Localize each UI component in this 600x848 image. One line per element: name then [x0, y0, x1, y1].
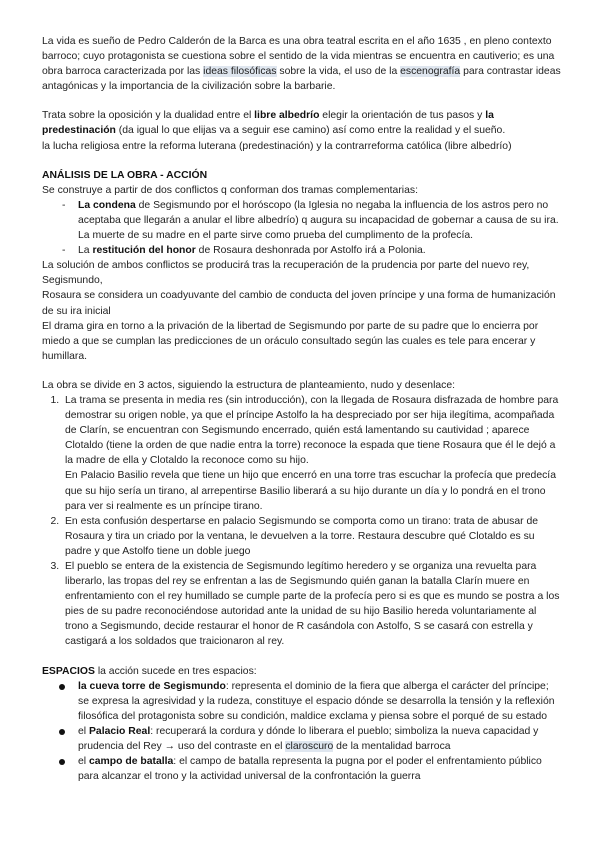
actos-lead: La obra se divide en 3 actos, siguiendo la estructura de planteamiento, nudo y desenlace: — [42, 379, 456, 391]
list-item-text: La — [78, 245, 93, 257]
dualidad-text-1: Trata sobre la oposición y la dualidad entre el — [42, 110, 255, 122]
intro-paragraph — [42, 34, 562, 94]
list-item — [62, 514, 562, 559]
intro-text-1: La vida es sueño de Pedro Calderón de la Barca es una obra teatral escrita en el año 1635 , en pleno contexto barroco; cuyo protagonista se cuestiona sobre el sentido de la vida mientras se encuentra en cautiverio; es una obra barroca caracterizada por las — [42, 36, 555, 78]
espacios-heading-text: la acción sucede en tres espacios: — [94, 665, 257, 677]
list-item — [74, 679, 562, 724]
bold-espacios: ESPACIOS — [42, 665, 95, 677]
religion-paragraph: la lucha religiosa entre la reforma luterana (predestinación) y la contrarreforma católica (libre albedrío) — [42, 140, 512, 152]
dualidad-text-2: elegir la orientación de tus pasos y — [319, 110, 486, 122]
list-item-text: el — [78, 756, 89, 768]
espacios-heading — [42, 664, 562, 679]
highlight-claroscuro: claroscuro — [285, 741, 334, 753]
list-item-text: de Segismundo por el horóscopo (la Iglesia no negaba la influencia de los astros pero no aceptaba que llegarán a anular el libre albedrío) q augura su incapacidad de gobernar a causa de su ira. La muerte de su madre en el parte sirve como prueba del cumplimento de la profecía. — [78, 199, 559, 242]
bold-predestinacion: la predestinación — [42, 110, 494, 137]
list-item — [62, 559, 562, 650]
intro-text-3: para contrastar ideas antagónicas y la importancia de la civilización sobre la barbarie. — [42, 66, 561, 93]
list-item-text: de Rosaura deshonrada por Astolfo irá a Polonia. — [195, 245, 426, 257]
bold-campo-batalla: campo de batalla — [88, 756, 174, 768]
highlight-ideas-filosoficas: ideas filosóficas — [203, 66, 277, 78]
list-item-text: En Palacio Basilio revela que tiene un hijo que encerró en una torre tras escuchar la profecía que predecía que su hijo sería un tirano, al arrepentirse Basilio liberará a su hijo durante un día y lo pondrá en el trono para ver si realmente es un príncipe tirano. — [65, 470, 556, 512]
rosaura-paragraph: Rosaura se considera un coadyuvante del cambio de conducta del joven príncipe y una forma de humanización de su ira inicial — [42, 290, 556, 317]
dualidad-text-3: (da igual lo que elijas va a seguir ese camino) así como entre la realidad y el sueño. — [115, 125, 506, 137]
list-item — [74, 754, 562, 784]
intro-text-2: sobre la vida, el uso de la — [276, 66, 401, 78]
list-item-text: El pueblo se entera de la existencia de Segismundo legítimo heredero y se organiza una revuelta para liberarlo, las tropas del rey se enfrentan a las de Segismundo quién ganan la batalla Clarín muere en enfrentamiento con el rey humillado se cumple parte de la profecía pero si es que es mundo se postra a los pies de su padre reconociéndose autoridad ante la unidad de su hijo Basilio hereda voluntariamente al trono a Segismundo, decide restaurar el honor de R casándola con Astolfo, S se casará con estrella y castigará a los soldados que traicionaron al rey. — [65, 561, 560, 648]
conflict-list — [42, 198, 562, 258]
list-item — [74, 724, 562, 754]
list-item-text: La trama se presenta in media res (sin introducción), con la llegada de Rosaura disfrazada de hombre para demostrar su origen noble, ya que el príncipe Astolfo la ha despreciado por ser hija ilegítima, acompañada de Clarín, se encuentran con Segismundo encerrado, quién está lamentando su cautividad ; aparece Clotaldo (tiene la orden de que nadie entra la torre) reconoce la espada que tiene Rosaura que él le dejó a la madre de ella y Clotaldo la reconoce como su hijo. — [65, 394, 559, 467]
list-item — [60, 198, 562, 243]
espacios-list — [42, 679, 562, 785]
list-item-text: : recuperará la cordura y dónde lo liberara el pueblo; simboliza la nueva capacidad y prudencia del Rey → uso del contraste en el — [78, 725, 539, 753]
analisis-heading: ANÁLISIS DE LA OBRA - ACCIÓN — [42, 169, 208, 181]
solucion-paragraph: La solución de ambos conflictos se producirá tras la recuperación de la prudencia por parte del nuevo rey, Segismundo, — [42, 260, 530, 287]
bold-restitucion-honor: restitución del honor — [92, 245, 196, 257]
list-item-text: : el campo de batalla representa la pugna por el poder el enfrentamiento público para alcanzar el trono y la actividad universal de la confrontación la guerra — [78, 756, 542, 783]
list-item-text: En esta confusión despertarse en palacio Segismundo se comporta como un tirano: trata de abusar de Rosaura y tira un criado por la ventana, le devuelven a la torre. Restaura descubre qué Clotaldo es su padre y que Astolfo tiene un doble juego — [65, 515, 539, 557]
document-page — [42, 34, 562, 784]
bold-cueva-torre: la cueva torre de Segismundo — [78, 680, 226, 692]
dualidad-paragraph — [42, 108, 562, 138]
list-item — [62, 393, 562, 514]
bold-la-condena: La condena — [78, 199, 136, 211]
list-item-text: : representa el dominio de la fiera que alberga el carácter del príncipe; se expresa la agresividad y la rudeza, constituye el espacio dónde se desarrolla la tensión y la reflexión filosófica del protagonista sobre su condición, maldice exclama y piensa sobre el porqué de su estado — [78, 680, 555, 722]
actos-list — [42, 393, 562, 650]
analisis-lead: Se construye a partir de dos conflictos q conforman dos tramas complementarias: — [42, 184, 418, 196]
list-item-text: de la mentalidad barroca — [333, 741, 451, 753]
list-item — [60, 243, 562, 258]
drama-paragraph: El drama gira en torno a la privación de la libertad de Segismundo por parte de su padre que lo encierra por miedo a que se cumplan las predicciones de un oráculo consultado según las cuales es tele para encerar y humillara. — [42, 320, 539, 362]
bold-libre-albedrio: libre albedrío — [254, 110, 320, 122]
list-item-text: el — [78, 725, 89, 737]
highlight-escenografia: escenografía — [400, 66, 461, 78]
bold-palacio-real: Palacio Real — [88, 725, 151, 737]
